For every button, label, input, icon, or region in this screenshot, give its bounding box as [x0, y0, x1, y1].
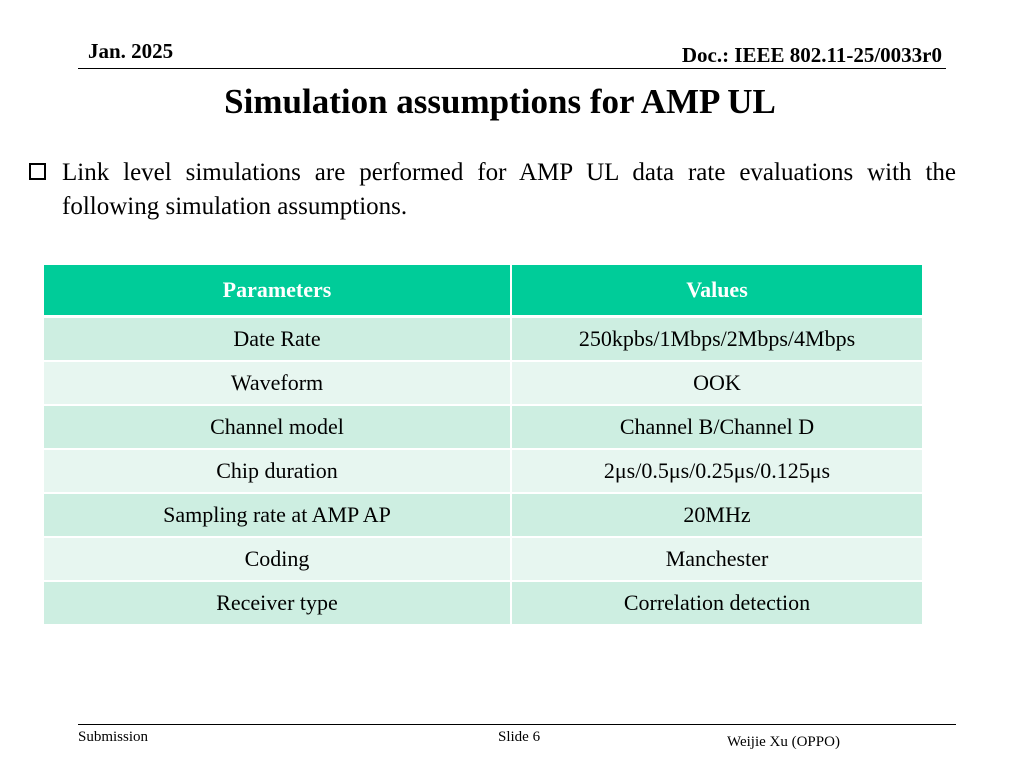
table-row [43, 581, 923, 625]
table-row [43, 449, 923, 493]
header-doc-id: Doc.: IEEE 802.11-25/0033r0 [681, 43, 942, 67]
value-cell: 20MHz [511, 493, 923, 537]
parameter-cell: Date Rate [43, 317, 511, 362]
column-header-parameters: Parameters [43, 264, 511, 317]
table-row [43, 537, 923, 581]
column-header-values: Values [511, 264, 923, 317]
table-row [43, 405, 923, 449]
footer-author: Weijie Xu (OPPO) [727, 734, 840, 750]
value-cell: 250kpbs/1Mbps/2Mbps/4Mbps [511, 317, 923, 362]
parameter-cell: Sampling rate at AMP AP [43, 493, 511, 537]
value-cell: Channel B/Channel D [511, 405, 923, 449]
simulation-parameters-table [42, 263, 924, 626]
footer-slide-number: Slide 6 [498, 729, 541, 745]
table-row [43, 361, 923, 405]
value-cell: 2μs/0.5μs/0.25μs/0.125μs [511, 449, 923, 493]
hollow-square-bullet-icon [29, 163, 46, 180]
value-cell: Correlation detection [511, 581, 923, 625]
value-cell: Manchester [511, 537, 923, 581]
parameter-cell: Waveform [43, 361, 511, 405]
bullet-text: Link level simulations are performed for AMP UL data rate evaluations with the following simulation assumptions. [62, 159, 956, 220]
table-row [43, 317, 923, 362]
header-date: Jan. 2025 [88, 39, 174, 63]
parameter-cell: Chip duration [43, 449, 511, 493]
parameter-cell: Coding [43, 537, 511, 581]
table-row [43, 493, 923, 537]
header-divider [78, 68, 946, 69]
value-cell: OOK [511, 361, 923, 405]
table-header-row [43, 264, 923, 317]
footer-divider [78, 724, 956, 725]
parameter-cell: Channel model [43, 405, 511, 449]
parameter-cell: Receiver type [43, 581, 511, 625]
footer-submission: Submission [78, 729, 149, 745]
slide-title: Simulation assumptions for AMP UL [224, 82, 776, 121]
